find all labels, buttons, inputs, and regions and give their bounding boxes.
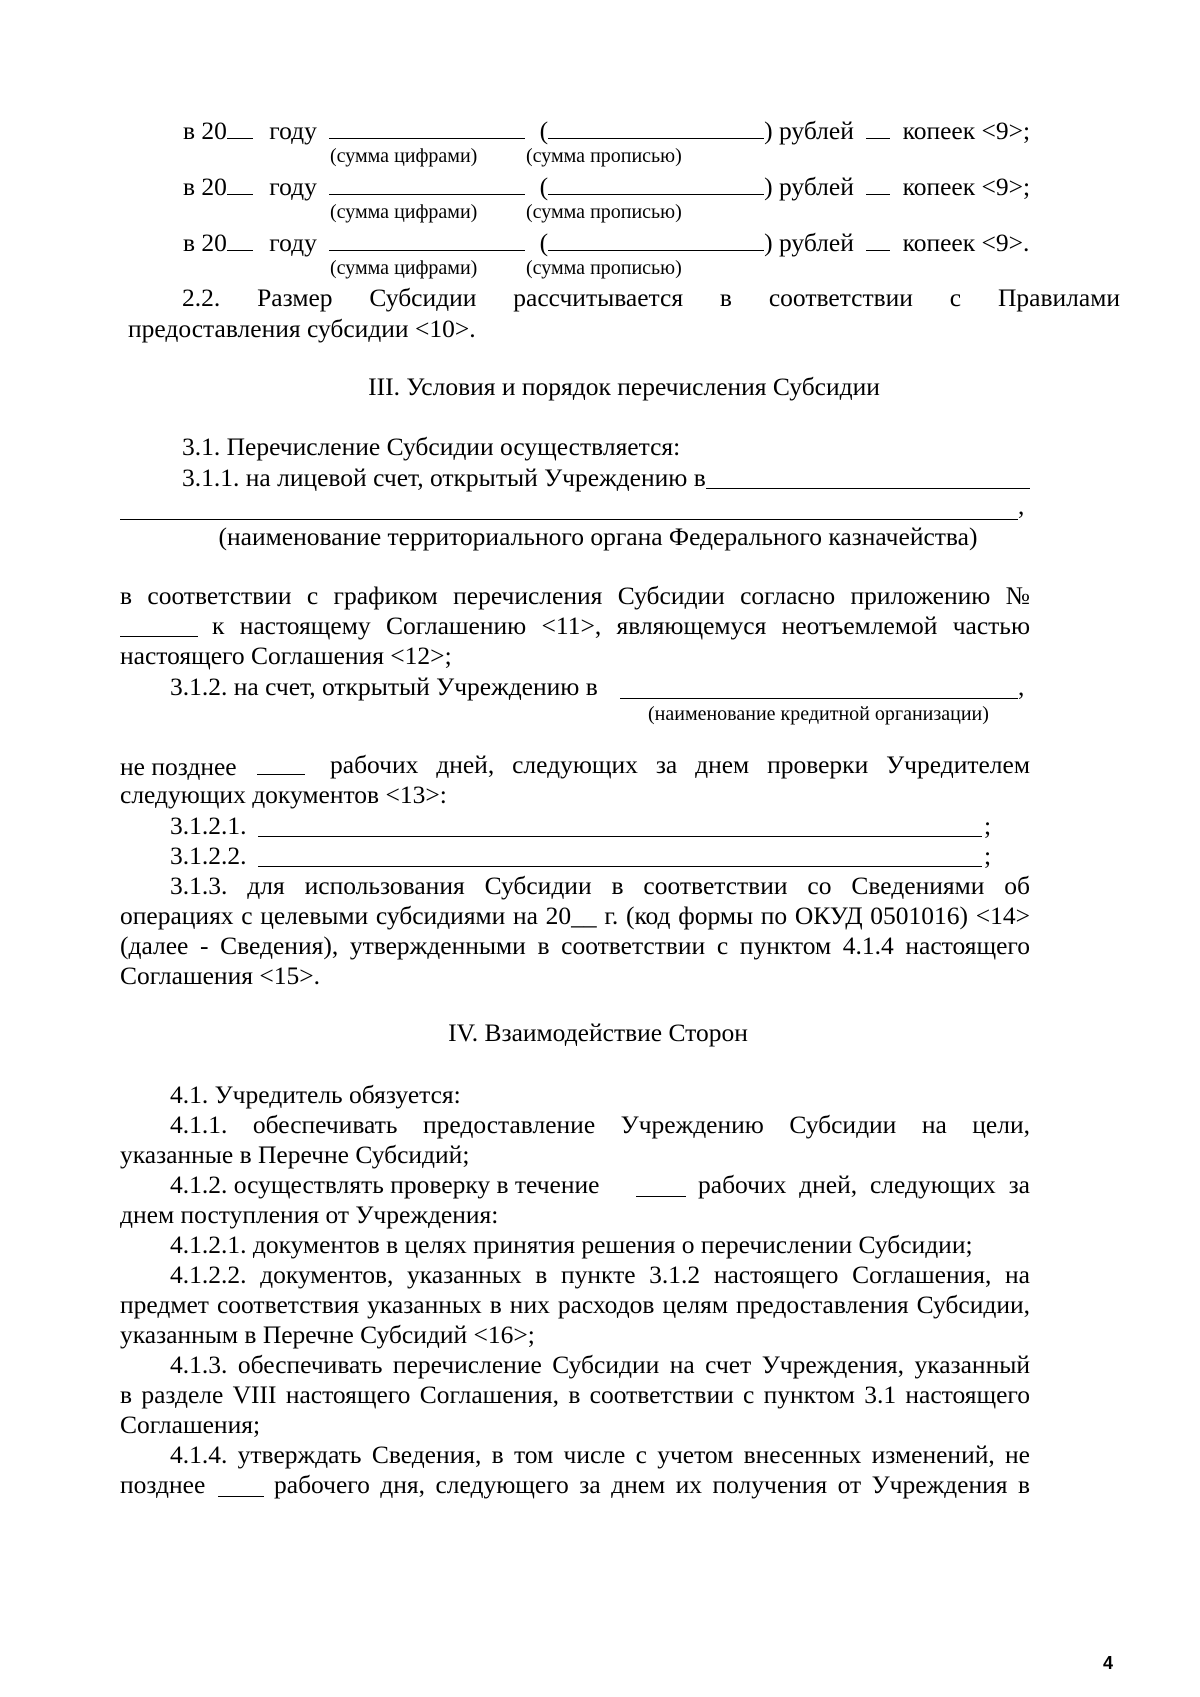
paragraph-4-1-4-line-1: 4.1.4. утверждать Сведения, в том числе с учетом внесенных изменений, не [170, 1440, 1030, 1469]
treasury-caption: (наименование территориального органа Федерального казначейства) [218, 522, 978, 551]
paragraph-4-1-2-line-2: днем поступления от Учреждения: [120, 1200, 499, 1229]
kopeks-label: копеек <9>; [902, 116, 1031, 145]
paragraph-4-1-3-line-1: 4.1.3. обеспечивать перечисление Субсидии на счет Учреждения, указанный [170, 1350, 1030, 1379]
treasury-blank-1 [706, 464, 1030, 489]
sum-words-blank [548, 170, 764, 195]
section-3-title: III. Условия и порядок перечисления Субсидии [368, 372, 880, 401]
rubles-label: ) рублей [764, 228, 854, 257]
bank-blank [620, 674, 1018, 699]
caption-sum-digits: (сумма цифрами) [330, 257, 478, 279]
sum-digits-blank [329, 114, 525, 139]
paragraph-4-1-2-2-line-2: предмет соответствия указанных в них расходов целям предоставления Субсидии, [120, 1290, 1030, 1319]
paragraph-4-1-4-line-2-b: рабочего дня, следующего за днем их получения от Учреждения в [274, 1470, 1030, 1499]
kopeks-blank [866, 114, 890, 139]
kopeks-label: копеек <9>; [902, 172, 1031, 201]
paragraph-3-1-3-line-2: операциях с целевыми субсидиями на 20__ г. (код формы по ОКУД 0501016) <14> [120, 901, 1030, 930]
sum-digits-blank [329, 226, 525, 251]
caption-sum-words: (сумма прописью) [526, 257, 682, 279]
paragraph-4-1-2-2-line-3: указанным в Перечне Субсидий <16>; [120, 1320, 535, 1349]
paragraph-4-1-2-1: 4.1.2.1. документов в целях принятия решения о перечислении Субсидии; [170, 1230, 973, 1259]
year-prefix: в 20 [183, 228, 227, 257]
paragraph-4-1-4-line-2-a: позднее [120, 1470, 206, 1499]
section-4-title: IV. Взаимодействие Сторон [448, 1018, 748, 1047]
caption-sum-digits: (сумма цифрами) [330, 145, 478, 167]
paragraph-3-1-2-1: 3.1.2.1. [170, 811, 247, 840]
kopeks-blank [866, 226, 890, 251]
paragraph-3-1-3-line-4: Соглашения <15>. [120, 961, 320, 990]
document-1-blank [258, 812, 982, 837]
schedule-line-2: к настоящему Соглашению <11>, являющемуся неотъемлемой частью [212, 611, 1030, 640]
bank-caption: (наименование кредитной организации) [648, 703, 989, 725]
caption-sum-digits: (сумма цифрами) [330, 201, 478, 223]
year-prefix: в 20 [183, 116, 227, 145]
year-row-2 [183, 170, 1133, 200]
sum-digits-blank [329, 170, 525, 195]
deadline-line-1-rest: рабочих дней, следующих за днем проверки Учредителем [330, 750, 1030, 779]
paragraph-4-1-2-2-line-1: 4.1.2.2. документов, указанных в пункте 3.1.2 настоящего Соглашения, на [170, 1260, 1030, 1289]
paragraph-4-1-1-line-2: указанные в Перечне Субсидий; [120, 1140, 470, 1169]
rubles-label: ) рублей [764, 172, 854, 201]
open-paren: ( [539, 228, 549, 257]
approval-days-blank [218, 1472, 264, 1497]
paragraph-3-1-1 [182, 463, 706, 493]
bank-comma: , [1018, 672, 1025, 701]
year-blank [227, 170, 253, 195]
year-blank [227, 114, 253, 139]
paragraph-4-1-1-line-1: 4.1.1. обеспечивать предоставление Учреждению Субсидии на цели, [170, 1110, 1030, 1139]
paragraph-4-1-2-line-1-a: 4.1.2. осуществлять проверку в течение [170, 1170, 600, 1199]
paragraph-4-1-3-line-3: Соглашения; [120, 1410, 261, 1439]
document-2-semicolon: ; [984, 841, 992, 870]
document-1-semicolon: ; [984, 811, 992, 840]
deadline-days-blank [257, 750, 305, 775]
paragraph-2-2-line-2: предоставления субсидии <10>. [128, 314, 476, 343]
rubles-label: ) рублей [764, 116, 854, 145]
paragraph-3-1-2-2: 3.1.2.2. [170, 841, 247, 870]
open-paren: ( [539, 172, 549, 201]
paragraph-4-1: 4.1. Учредитель обязуется: [170, 1080, 461, 1109]
paragraph-3-1-3-line-3: (далее - Сведения), утвержденными в соответствии с пунктом 4.1.4 настоящего [120, 931, 1030, 960]
schedule-line-1: в соответствии с графиком перечисления Субсидии согласно приложению № [120, 581, 1030, 610]
document-2-blank [258, 842, 982, 867]
paragraph-4-1-2-line-1-b: рабочих дней, следующих за [698, 1170, 1030, 1199]
caption-sum-words: (сумма прописью) [526, 201, 682, 223]
paragraph-2-2-line-1: 2.2. Размер Субсидии рассчитывается в соответствии с Правилами [182, 283, 1120, 312]
deadline-prefix: не позднее [120, 752, 237, 781]
kopeks-label: копеек <9>. [902, 228, 1030, 257]
year-word: году [269, 116, 317, 145]
treasury-comma: , [1018, 491, 1025, 520]
year-row-3 [183, 226, 1133, 256]
open-paren: ( [539, 116, 549, 145]
year-prefix: в 20 [183, 172, 227, 201]
paragraph-3-1-3-line-1: 3.1.3. для использования Субсидии в соответствии со Сведениями об [170, 871, 1030, 900]
year-row-1 [183, 114, 1133, 144]
page-number: 4 [1103, 1653, 1114, 1673]
year-word: году [269, 172, 317, 201]
year-word: году [269, 228, 317, 257]
check-days-blank [636, 1172, 686, 1197]
caption-sum-words: (сумма прописью) [526, 145, 682, 167]
appendix-number-blank [120, 612, 198, 637]
paragraph-4-1-3-line-2: в разделе VIII настоящего Соглашения, в соответствии с пунктом 3.1 настоящего [120, 1380, 1030, 1409]
schedule-line-3: настоящего Соглашения <12>; [120, 641, 452, 670]
sum-words-blank [548, 114, 764, 139]
paragraph-3-1-1-text: 3.1.1. на лицевой счет, открытый Учреждению в [182, 463, 706, 492]
kopeks-blank [866, 170, 890, 195]
paragraph-3-1-2: 3.1.2. на счет, открытый Учреждению в [170, 672, 598, 701]
paragraph-3-1: 3.1. Перечисление Субсидии осуществляется: [182, 432, 681, 461]
sum-words-blank [548, 226, 764, 251]
deadline-line-2: следующих документов <13>: [120, 780, 447, 809]
year-blank [227, 226, 253, 251]
treasury-blank-2 [120, 495, 1018, 520]
